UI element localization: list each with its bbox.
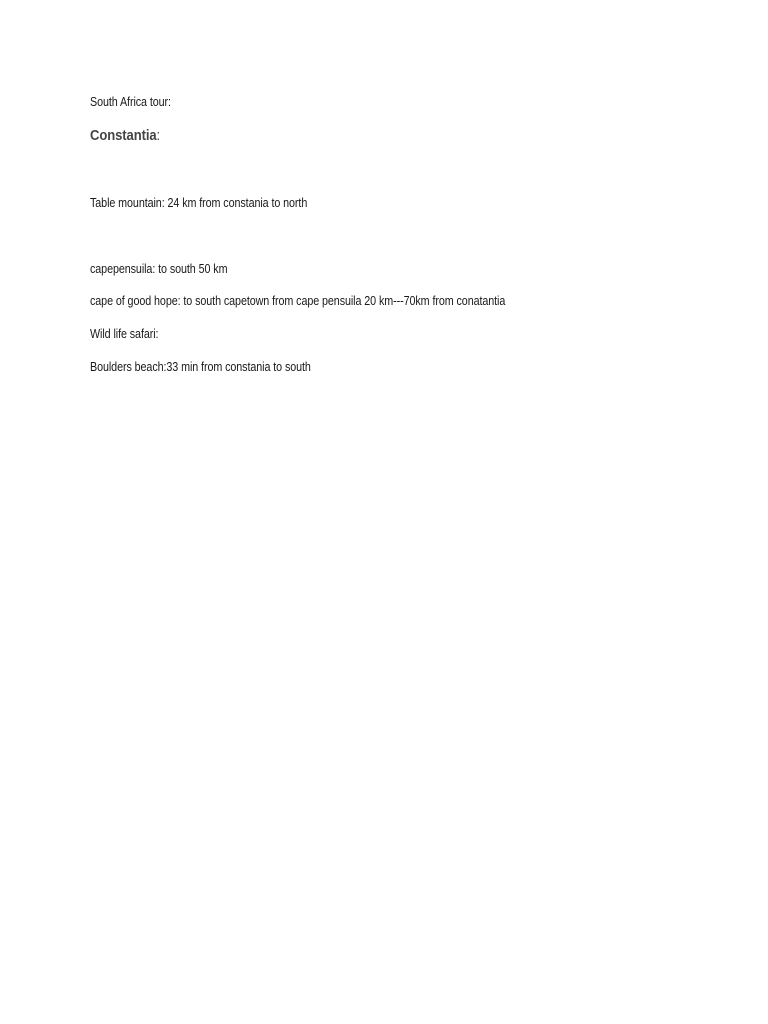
document-title: South Africa tour: xyxy=(90,95,171,109)
note-line-boulders-beach: Boulders beach:33 min from constania to south xyxy=(90,360,311,374)
note-line-table-mountain: Table mountain: 24 km from constania to north xyxy=(90,196,308,210)
section-heading-colon: : xyxy=(156,128,161,144)
note-line-wildlife-safari: Wild life safari: xyxy=(90,327,159,341)
section-heading xyxy=(90,128,160,144)
note-line-cape-peninsula: capepensuila: to south 50 km xyxy=(90,262,228,276)
note-line-cape-of-good-hope: cape of good hope: to south capetown from cape pensuila 20 km---70km from conatantia xyxy=(90,294,506,308)
section-heading-text: Constantia xyxy=(90,128,157,144)
